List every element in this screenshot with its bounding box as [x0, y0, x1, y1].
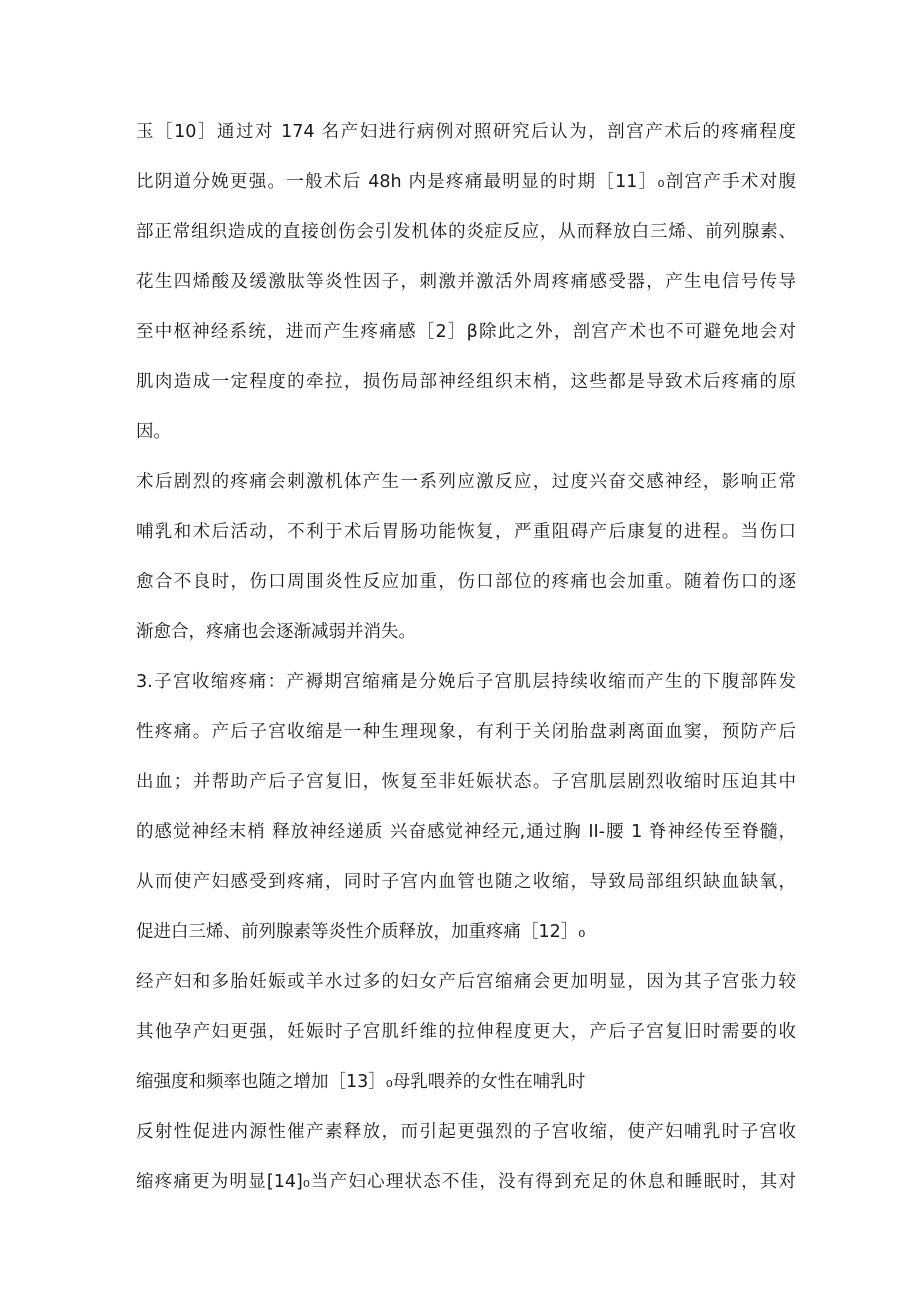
text-line: 哺乳和术后活动，不利于术后胃肠功能恢复，严重阻碍产后康复的进程。当伤口	[136, 522, 796, 542]
text-line: 渐愈合，疼痛也会逐渐减弱并消失。	[136, 622, 416, 642]
text-line: 出血；并帮助产后子宫复旧，恢复至非妊娠状态。子宫肌层剧烈收缩时压迫其中	[136, 772, 796, 792]
text-line: 性疼痛。产后子宫收缩是一种生理现象，有利于关闭胎盘剥离面血窦，预防产后	[136, 722, 796, 742]
text-line: 愈合不良时，伤口周围炎性反应加重，伤口部位的疼痛也会加重。随着伤口的逐	[136, 572, 796, 592]
text-line: 缩疼痛更为明显[14]₀当产妇心理状态不佳，没有得到充足的休息和睡眠时，其对	[136, 1172, 796, 1192]
text-line: 因。	[136, 422, 171, 442]
text-line: 的感觉神经末梢 释放神经递质 兴奋感觉神经元,通过胸 II-腰 1 脊神经传至脊髓，	[136, 822, 796, 842]
text-line: 从而使产妇感受到疼痛，同时子宫内血管也随之收缩，导致局部组织缺血缺氧，	[136, 872, 796, 892]
text-line: 术后剧烈的疼痛会刺激机体产生一系列应激反应，过度兴奋交感神经，影响正常	[136, 472, 796, 492]
text-line: 促进白三烯、前列腺素等炎性介质释放，加重疼痛［12］₀	[136, 922, 586, 942]
text-line: 经产妇和多胎妊娠或羊水过多的妇女产后宫缩痛会更加明显，因为其子宫张力较	[136, 972, 796, 992]
text-line: 至中枢神经系统，进而产生疼痛感［2］β除此之外，剖宫产术也不可避免地会对	[136, 322, 796, 342]
text-line: 缩强度和频率也随之增加［13］₀母乳喂养的女性在哺乳时	[136, 1072, 586, 1092]
text-line: 肌肉造成一定程度的牵拉，损伤局部神经组织末梢，这些都是导致术后疼痛的原	[136, 372, 796, 392]
text-line: 部正常组织造成的直接创伤会引发机体的炎症反应，从而释放白三烯、前列腺素、	[136, 222, 796, 242]
text-line: 3.子宫收缩疼痛：产褥期宫缩痛是分娩后子宫肌层持续收缩而产生的下腹部阵发	[136, 672, 796, 692]
text-line: 其他孕产妇更强，妊娠时子宫肌纤维的拉伸程度更大，产后子宫复旧时需要的收	[136, 1022, 796, 1042]
text-line: 反射性促进内源性催产素释放，而引起更强烈的子宫收缩，使产妇哺乳时子宫收	[136, 1122, 796, 1142]
text-line: 比阴道分娩更强。一般术后 48h 内是疼痛最明显的时期［11］₀剖宫产手术对腹	[136, 172, 796, 192]
text-line: 花生四烯酸及缓激肽等炎性因子，刺激并激活外周疼痛感受器，产生电信号传导	[136, 272, 796, 292]
text-line: 玉［10］通过对 174 名产妇进行病例对照研究后认为，剖宫产术后的疼痛程度	[136, 122, 796, 142]
